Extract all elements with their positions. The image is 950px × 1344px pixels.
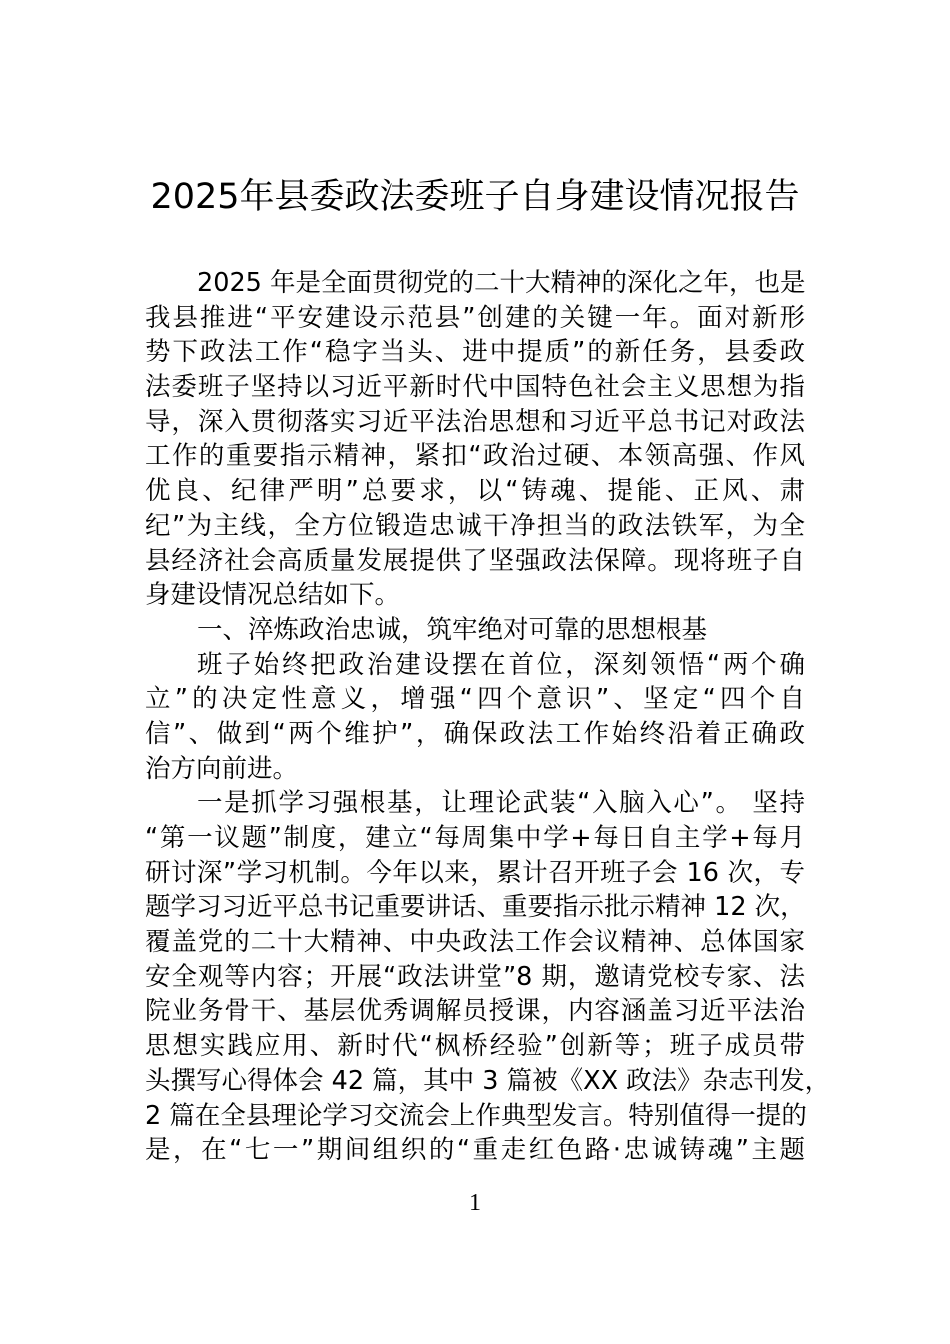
text-line: 立”的决定性意义，增强“四个意识”、坚定“四个自 bbox=[145, 684, 805, 715]
text-line: 院业务骨干、基层优秀调解员授课，内容涵盖习近平法治 bbox=[145, 996, 805, 1027]
text-line: 身建设情况总结如下。 bbox=[145, 580, 401, 611]
text-line: 一是抓学习强根基，让理论武装“入脑入心”。 坚持 bbox=[197, 788, 805, 819]
text-line: 一、淬炼政治忠诚，筑牢绝对可靠的思想根基 bbox=[197, 614, 708, 645]
text-line: 纪”为主线，全方位锻造忠诚干净担当的政法铁军，为全 bbox=[145, 510, 805, 541]
text-line: “第一议题”制度，建立“每周集中学+每日自主学+每月 bbox=[145, 823, 805, 853]
document-title: 2025年县委政法委班子自身建设情况报告 bbox=[150, 177, 800, 217]
text-line: 班子始终把政治建设摆在首位，深刻领悟“两个确 bbox=[197, 649, 805, 680]
text-line: 研讨深”学习机制。今年以来，累计召开班子会 16 次，专 bbox=[145, 857, 805, 888]
text-line: 治方向前进。 bbox=[145, 753, 299, 784]
text-line: 法委班子坚持以习近平新时代中国特色社会主义思想为指 bbox=[145, 372, 805, 403]
text-line: 信”、做到“两个维护”，确保政法工作始终沿着正确政 bbox=[145, 718, 805, 749]
text-line: 导，深入贯彻落实习近平法治思想和习近平总书记对政法 bbox=[145, 406, 805, 437]
page-number: 1 bbox=[469, 1190, 481, 1216]
text-line: 头撰写心得体会 42 篇，其中 3 篇被《XX 政法》杂志刊发， bbox=[145, 1065, 831, 1096]
text-line: 思想实践应用、新时代“枫桥经验”创新等；班子成员带 bbox=[145, 1031, 805, 1062]
text-line: 县经济社会高质量发展提供了坚强政法保障。现将班子自 bbox=[145, 545, 805, 576]
text-line: 工作的重要指示精神，紧扣“政治过硬、本领高强、作风 bbox=[145, 441, 805, 472]
text-line: 是，在“七一”期间组织的“重走红色路·忠诚铸魂”主题 bbox=[145, 1135, 805, 1166]
paragraph bbox=[145, 786, 831, 1168]
text-line: 我县推进“平安建设示范县”创建的关键一年。面对新形 bbox=[145, 302, 805, 333]
document-body bbox=[145, 266, 831, 1168]
text-line: 题学习习近平总书记重要讲话、重要指示批示精神 12 次， bbox=[145, 892, 806, 923]
text-line: 覆盖党的二十大精神、中央政法工作会议精神、总体国家 bbox=[145, 927, 805, 958]
text-line: 优良、纪律严明”总要求，以“铸魂、提能、正风、肃 bbox=[145, 476, 805, 507]
text-line: 2025 年是全面贯彻党的二十大精神的深化之年，也是 bbox=[197, 268, 806, 298]
text-line: 安全观等内容；开展“政法讲堂”8 期，邀请党校专家、法 bbox=[145, 961, 805, 992]
paragraph bbox=[145, 648, 805, 787]
section-heading bbox=[145, 613, 805, 648]
paragraph bbox=[145, 266, 805, 613]
text-line: 2 篇在全县理论学习交流会上作典型发言。特别值得一提的 bbox=[145, 1100, 807, 1131]
text-line: 势下政法工作“稳字当头、进中提质”的新任务，县委政 bbox=[145, 337, 805, 368]
